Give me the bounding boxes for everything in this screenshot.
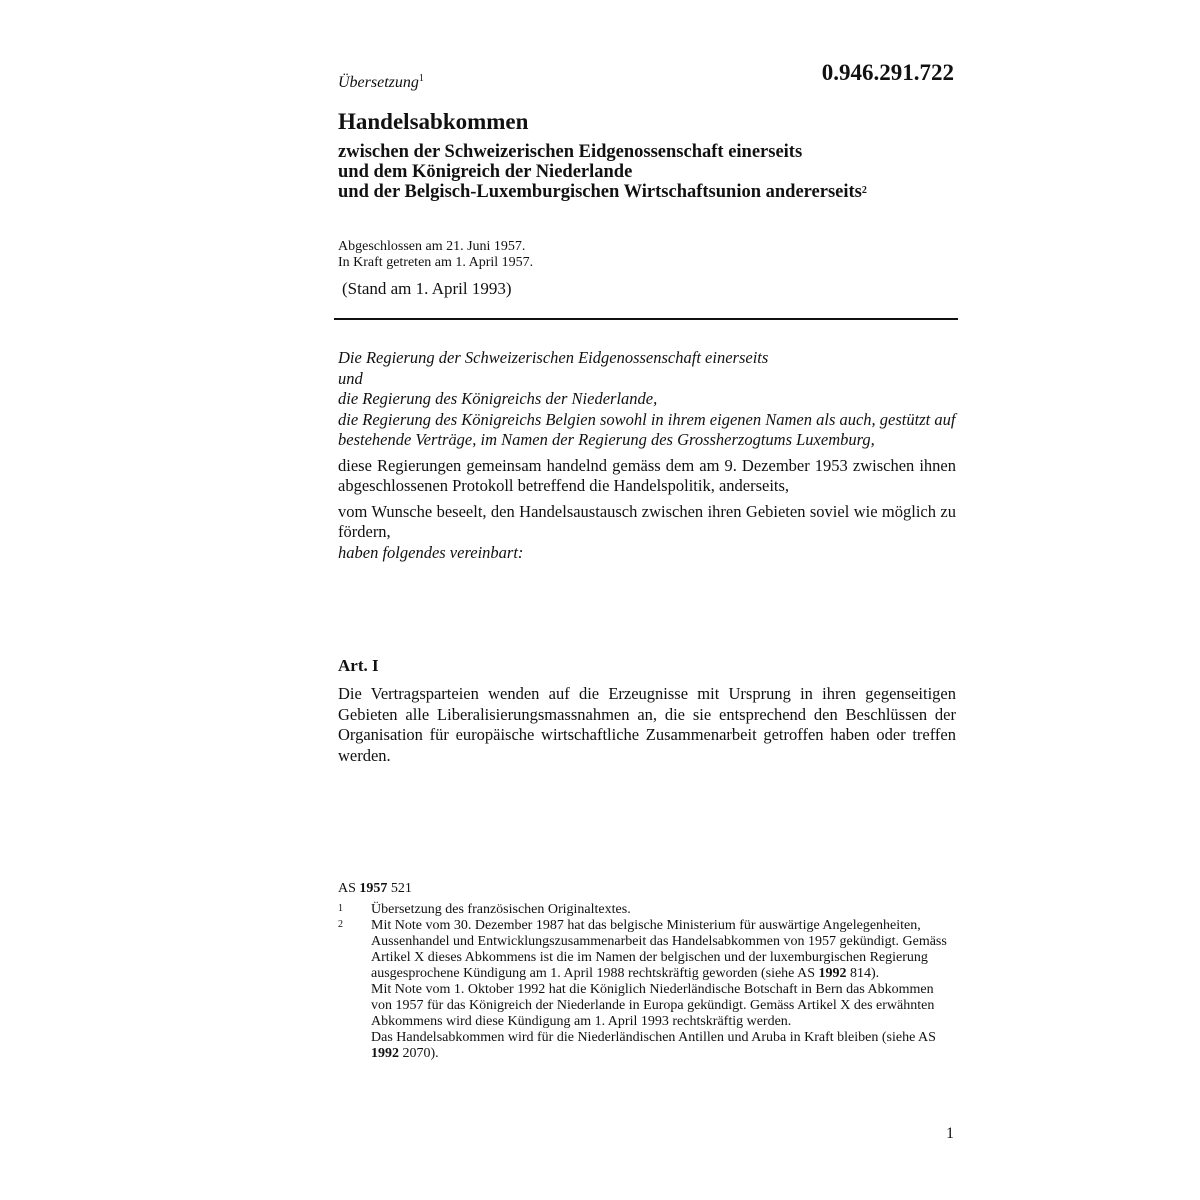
preamble-line: die Regierung des Königreichs Belgien sowohl in ihrem eigenen Namen als auch, gestützt auf bestehende Verträge, im Namen der Regierung des Grossherzogtums Luxemburg, (338, 409, 956, 449)
preamble (338, 348, 956, 563)
footnote-paragraph (371, 918, 958, 982)
footnote-paragraph (371, 1030, 958, 1062)
footnote-ref-2[interactable]: 2 (861, 185, 867, 196)
as-ref-year: 1992 (371, 1046, 399, 1061)
preamble-paragraph: diese Regierungen gemeinsam handelnd gemäss dem am 9. Dezember 1953 zwischen ihnen abgeschlossenen Protokoll betreffend die Handelspolitik, anderseits, (338, 455, 956, 495)
footnote-paragraph: Mit Note vom 1. Oktober 1992 hat die Königlich Niederländische Botschaft in Bern das Abkommen von 1957 für das Königreich der Niederlande in Europa gekündigt. Gemäss Artikel X des erwähnten Abkommens wird diese Kündigung am 1. April 1993 rechtskräftig werden. (371, 982, 935, 1029)
dates-block (338, 239, 533, 271)
footnote-para-text: Mit Note vom 30. Dezember 1987 hat das belgische Ministerium für auswärtige Angelegenheiten, Aussenhandel und Entwicklungszusammenarbeit das Handelsabkommen von 1957 gekündigt. Gemäss Artikel X dieses Abkommens ist die im Namen der belgischen und der luxemburgischen Regierung ausgesprochene Kündigung am 1. April 1988 rechtskräftig geworden (siehe AS (371, 918, 947, 981)
as-prefix: AS (338, 881, 356, 896)
translation-label (338, 74, 424, 92)
status-date: (Stand am 1. April 1993) (342, 279, 512, 298)
footnote-1 (338, 902, 958, 918)
header-divider (334, 318, 958, 320)
preamble-line: und (338, 368, 363, 388)
as-ref-year: 1992 (818, 966, 847, 981)
subtitle-line: zwischen der Schweizerischen Eidgenossenschaft einerseits (338, 142, 803, 162)
as-year: 1957 (359, 881, 388, 896)
footnote-text: Übersetzung des französischen Originaltextes. (371, 902, 631, 917)
document-number: 0.946.291.722 (821, 60, 954, 85)
preamble-paragraph: vom Wunsche beseelt, den Handelsaustausch zwischen ihren Gebieten soviel wie möglich zu fördern, (338, 501, 956, 541)
translation-label-text: Übersetzung (338, 74, 419, 91)
in-force-date: In Kraft getreten am 1. April 1957. (338, 255, 534, 270)
footnotes (338, 902, 958, 1062)
preamble-line: Die Regierung der Schweizerischen Eidgenossenschaft einerseits (338, 348, 769, 367)
document-subtitle (338, 142, 867, 202)
footnote-text (371, 918, 958, 1062)
subtitle-line: und dem Königreich der Niederlande (338, 162, 633, 182)
preamble-line: die Regierung des Königreichs der Niederlande, (338, 389, 658, 408)
subtitle-line (338, 182, 867, 202)
page-number: 1 (946, 1125, 954, 1142)
preamble-agreed: haben folgendes vereinbart: (338, 542, 524, 562)
concluded-date: Abgeschlossen am 21. Juni 1957. (338, 239, 526, 254)
article-text: Die Vertragsparteien wenden auf die Erzeugnisse mit Ursprung in ihren gegenseitigen Gebieten alle Liberalisierungsmassnahmen an, die sie entsprechend den Beschlüssen der Organisation für europäische wirtschaftliche Zusammenarbeit getroffen haben oder treffen werden. (338, 684, 956, 765)
subtitle-line-text: und der Belgisch-Luxemburgischen Wirtschaftsunion andererseits (338, 182, 862, 202)
footnote-number: 2 (338, 919, 343, 930)
as-reference (338, 881, 412, 897)
footnote-para-text: Das Handelsabkommen wird für die Niederländischen Antillen und Aruba in Kraft bleiben (siehe AS (371, 1030, 936, 1045)
as-ref-page: 814). (850, 966, 880, 981)
article-heading: Art. I (338, 656, 379, 675)
footnote-ref-1[interactable]: 1 (418, 73, 424, 84)
document-title: Handelsabkommen (338, 109, 529, 134)
as-ref-page: 2070). (402, 1046, 439, 1061)
footnote-number: 1 (338, 903, 343, 914)
footnote-2 (338, 918, 958, 1062)
as-page: 521 (390, 881, 412, 896)
